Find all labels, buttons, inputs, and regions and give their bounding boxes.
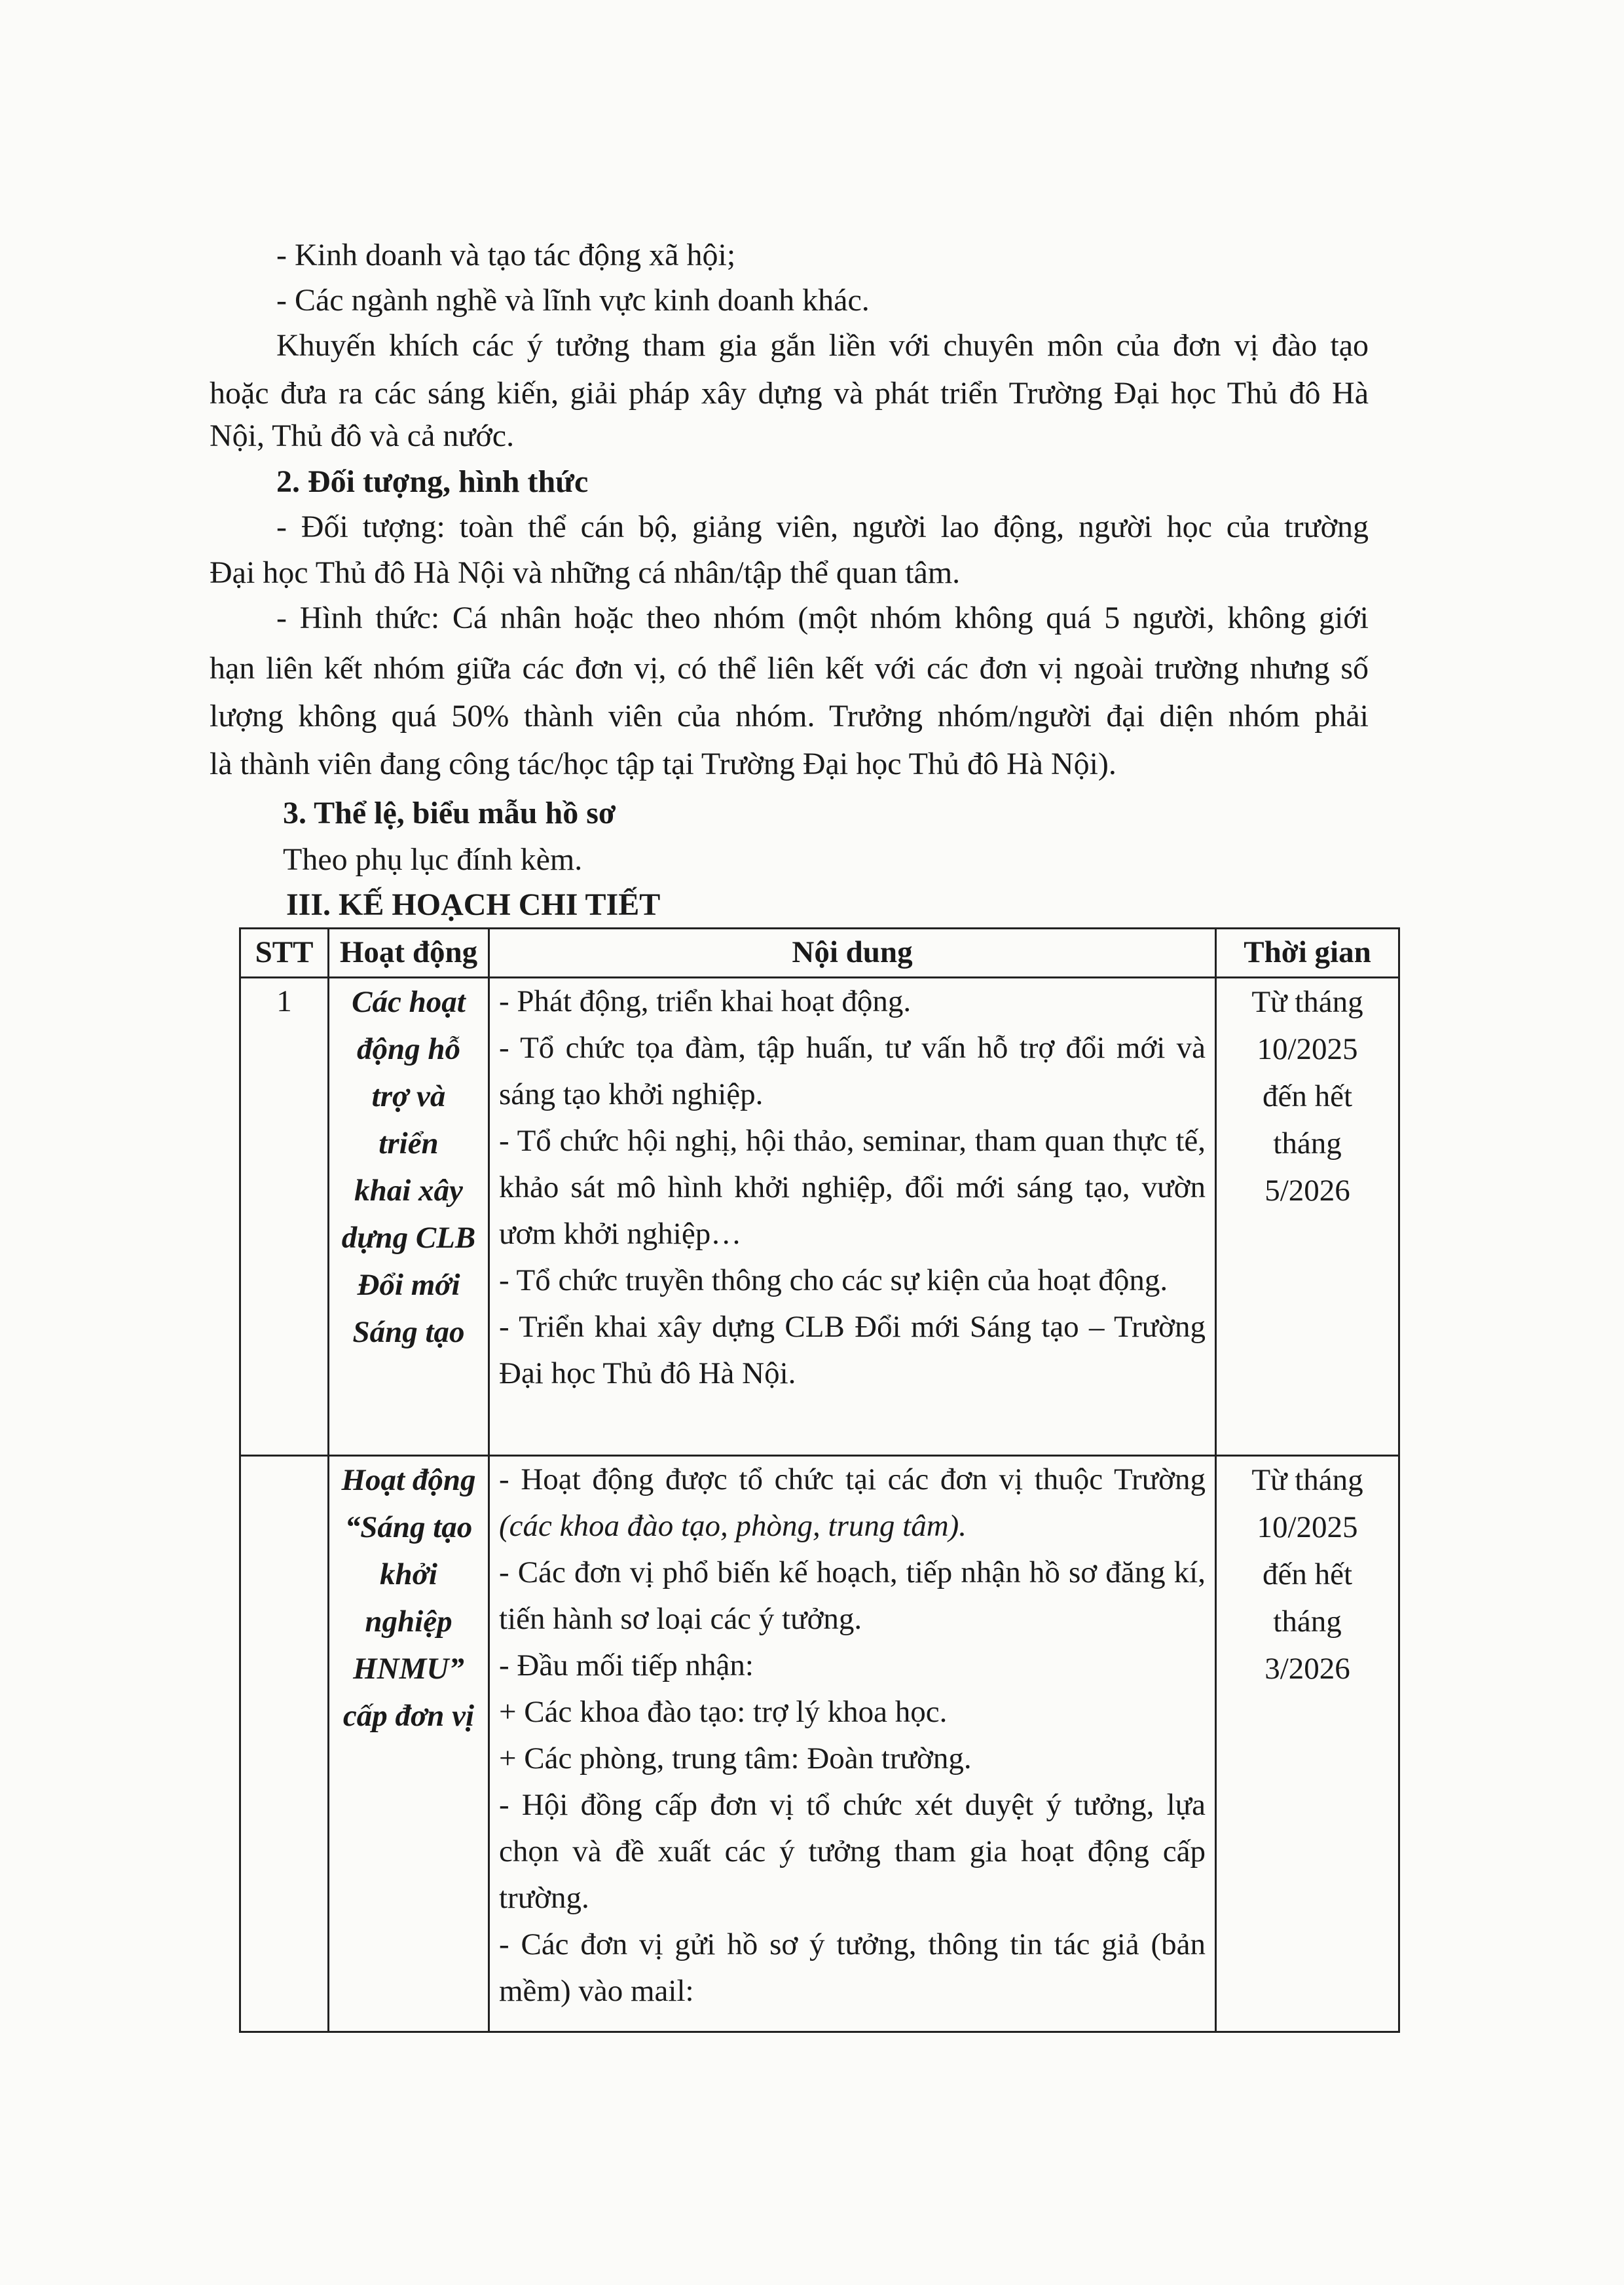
activity-line: nghiệp [365, 1605, 452, 1639]
content-item: - Hội đồng cấp đơn vị tổ chức xét duyệt ý tưởng, lựa chọn và đề xuất các ý tưởng tham gia hoạt động cấp trường. [499, 1788, 1206, 1915]
time-line: đến hết [1262, 1079, 1353, 1113]
hinh-thuc-line: lượng không quá 50% thành viên của nhóm. Trưởng nhóm/người đại diện nhóm phải [210, 699, 1369, 734]
hinh-thuc-line: hạn liên kết nhóm giữa các đơn vị, có thể liên kết với các đơn vị ngoài trường nhưng số [210, 651, 1369, 686]
paragraph-line: Nội, Thủ đô và cả nước. [210, 418, 515, 453]
row-time [1216, 978, 1399, 1456]
activity-line: Đổi mới [357, 1268, 460, 1302]
content-item: - Triển khai xây dựng CLB Đổi mới Sáng tạo – Trường Đại học Thủ đô Hà Nội. [499, 1310, 1206, 1390]
header-content: Nội dung [489, 929, 1216, 978]
content-item: - Tổ chức truyền thông cho các sự kiện của hoạt động. [499, 1263, 1168, 1297]
content-item: - Các đơn vị phổ biến kế hoạch, tiếp nhận hồ sơ đăng kí, tiến hành sơ loại các ý tưởng. [499, 1555, 1206, 1636]
activity-line: Sáng tạo [352, 1315, 465, 1349]
table-row [240, 1456, 1399, 2032]
activity-line: động hỗ [356, 1032, 461, 1066]
activity-line: khai xây [354, 1174, 463, 1208]
content-text: - Hoạt động được tổ chức tại các đơn vị thuộc Trường [499, 1462, 1206, 1496]
content-item: - Phát động, triển khai hoạt động. [499, 984, 912, 1018]
activity-line: khởi [380, 1557, 437, 1591]
activity-line: dựng CLB [341, 1221, 476, 1255]
activity-line: trợ và triển [371, 1079, 446, 1161]
content-item [499, 1457, 1206, 1550]
header-stt: STT [240, 929, 329, 978]
row-content [489, 978, 1216, 1456]
time-line: tháng [1273, 1605, 1342, 1639]
content-item: - Tổ chức tọa đàm, tập huấn, tư vấn hỗ trợ đổi mới và sáng tạo khởi nghiệp. [499, 1031, 1206, 1111]
paragraph-line: Khuyến khích các ý tưởng tham gia gắn liền với chuyên môn của đơn vị đào tạo [276, 328, 1369, 363]
activity-line: cấp đơn vị [342, 1699, 475, 1733]
time-line: 5/2026 [1264, 1174, 1350, 1208]
row-activity [329, 1456, 489, 2032]
plan-table [239, 927, 1400, 2033]
section-3-text: Theo phụ lục đính kèm. [283, 842, 583, 877]
bullet-nganh-nghe: - Các ngành nghề và lĩnh vực kinh doanh khác. [276, 283, 870, 318]
activity-line: “Sáng tạo [344, 1510, 473, 1544]
content-item: - Đầu mối tiếp nhận: [499, 1648, 754, 1682]
activity-line: HNMU” [353, 1652, 464, 1686]
content-item: - Các đơn vị gửi hồ sơ ý tưởng, thông tin tác giả (bản mềm) vào mail: [499, 1927, 1206, 2008]
row-time [1216, 1456, 1399, 2032]
bullet-kinh-doanh: - Kinh doanh và tạo tác động xã hội; [276, 238, 736, 272]
time-line: Từ tháng [1251, 1463, 1363, 1497]
time-line: 10/2025 [1257, 1510, 1358, 1544]
section-3-heading: 3. Thể lệ, biểu mẫu hồ sơ [283, 796, 616, 830]
section-iii-heading: III. KẾ HOẠCH CHI TIẾT [286, 887, 661, 922]
paragraph-line: hoặc đưa ra các sáng kiến, giải pháp xây dựng và phát triển Trường Đại học Thủ đô Hà [210, 376, 1369, 411]
activity-line: Hoạt động [341, 1463, 476, 1497]
content-item: - Tổ chức hội nghị, hội thảo, seminar, tham quan thực tế, khảo sát mô hình khởi nghiệp, đổi mới sáng tạo, vườn ươm khởi nghiệp… [499, 1124, 1206, 1251]
row-content [489, 1456, 1216, 2032]
time-line: 10/2025 [1257, 1032, 1358, 1066]
hinh-thuc-line: là thành viên đang công tác/học tập tại Trường Đại học Thủ đô Hà Nội). [210, 747, 1116, 781]
content-note: (các khoa đào tạo, phòng, trung tâm). [499, 1509, 967, 1543]
time-line: 3/2026 [1264, 1652, 1350, 1686]
row-activity [329, 978, 489, 1456]
doi-tuong-line: - Đối tượng: toàn thể cán bộ, giảng viên, người lao động, người học của trường [276, 510, 1369, 544]
time-line: tháng [1273, 1126, 1342, 1161]
table-row [240, 978, 1399, 1456]
doi-tuong-line: Đại học Thủ đô Hà Nội và những cá nhân/tập thể quan tâm. [210, 555, 961, 590]
content-item: + Các phòng, trung tâm: Đoàn trường. [499, 1741, 972, 1775]
row-stt: 1 [240, 978, 329, 1456]
header-time: Thời gian [1216, 929, 1399, 978]
time-line: đến hết [1262, 1557, 1353, 1591]
activity-line: Các hoạt [352, 985, 466, 1019]
table-header-row [240, 929, 1399, 978]
header-activity: Hoạt động [329, 929, 489, 978]
row-stt [240, 1456, 329, 2032]
time-line: Từ tháng [1251, 985, 1363, 1019]
hinh-thuc-line: - Hình thức: Cá nhân hoặc theo nhóm (một nhóm không quá 5 người, không giới [276, 601, 1369, 635]
content-item: + Các khoa đào tạo: trợ lý khoa học. [499, 1695, 948, 1729]
section-2-heading: 2. Đối tượng, hình thức [276, 464, 589, 499]
